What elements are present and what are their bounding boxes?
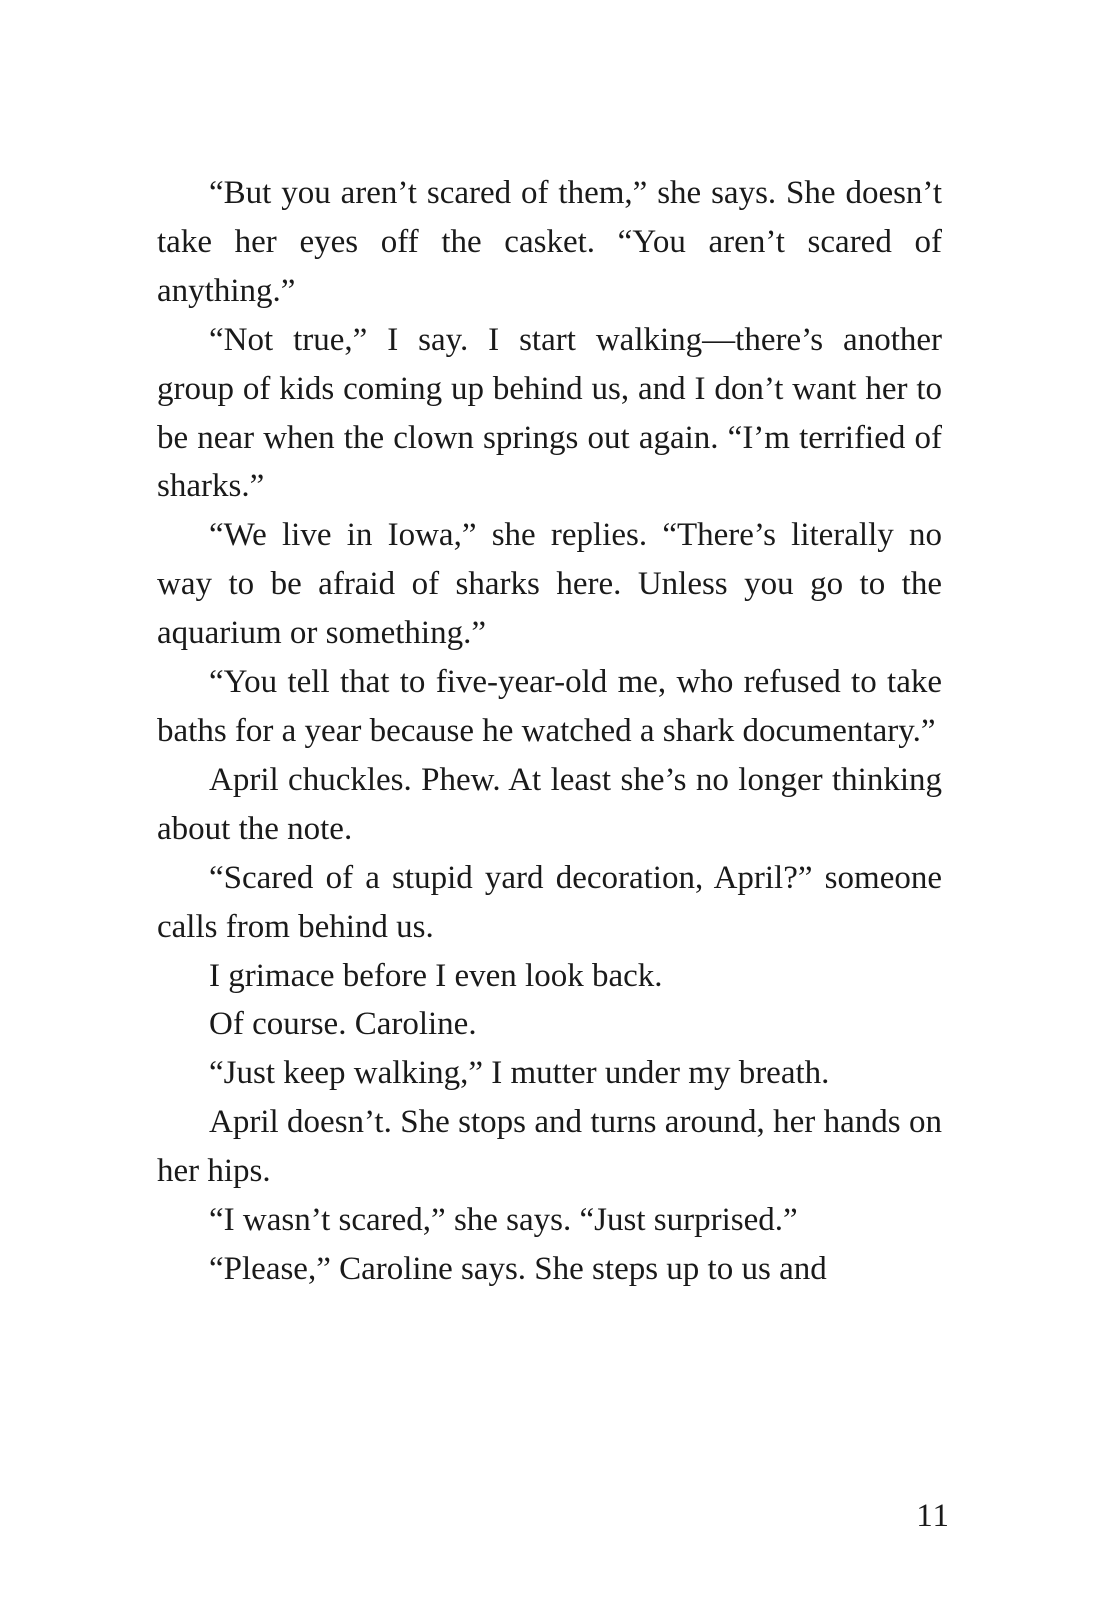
- paragraph: “I wasn’t scared,” she says. “Just surprised.”: [209, 1202, 798, 1239]
- body-text: [157, 169, 942, 1294]
- paragraph: “Scared of a stupid yard decoration, April?” someone calls from behind us.: [157, 859, 942, 945]
- paragraph: Of course. Caroline.: [209, 1006, 477, 1043]
- paragraph: “Not true,” I say. I start walking—there’s another group of kids coming up behind us, and I don’t want her to be near when the clown springs out again. “I’m terrified of sharks.”: [157, 321, 942, 505]
- paragraph: I grimace before I even look back.: [209, 957, 663, 994]
- paragraph: April doesn’t. She stops and turns around, her hands on her hips.: [157, 1104, 942, 1190]
- paragraph: “Just keep walking,” I mutter under my breath.: [209, 1055, 830, 1092]
- page-number: 11: [916, 1498, 950, 1534]
- paragraph: “We live in Iowa,” she replies. “There’s literally no way to be afraid of sharks here. Unless you go to the aquarium or something.”: [157, 517, 942, 652]
- paragraph: “But you aren’t scared of them,” she says. She doesn’t take her eyes off the casket. “You aren’t scared of anything.”: [157, 175, 942, 309]
- paragraph: “You tell that to five-year-old me, who refused to take baths for a year because he watched a shark documentary.”: [157, 664, 942, 749]
- paragraph: “Please,” Caroline says. She steps up to us and: [209, 1250, 827, 1287]
- paragraph: April chuckles. Phew. At least she’s no longer thinking about the note.: [157, 761, 942, 847]
